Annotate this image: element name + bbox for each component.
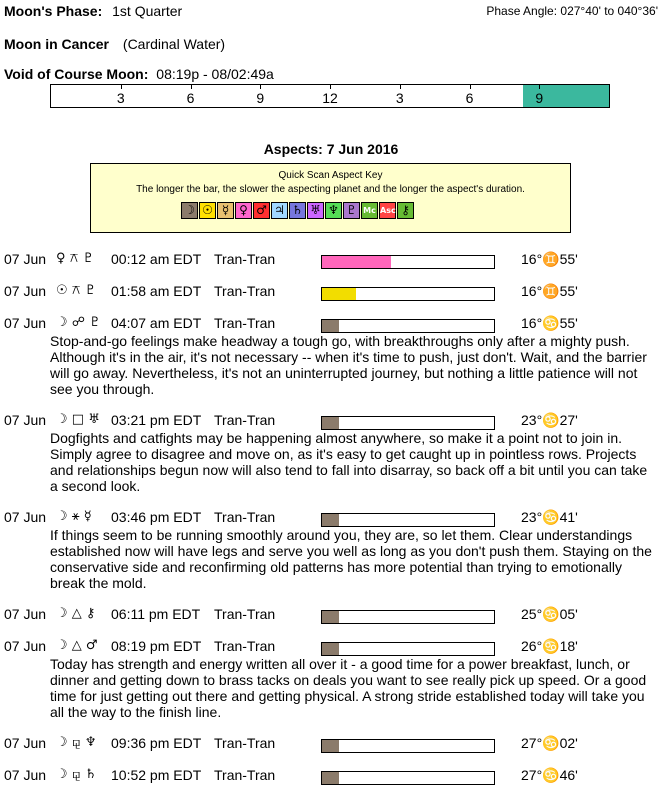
aspect-glyphs: ☽ ⚼ ♆ — [56, 735, 97, 750]
timeline-tick-label: 3 — [395, 90, 404, 106]
aspect-time: 09:36 pm EDT — [111, 735, 202, 751]
aspect-time: 06:11 pm EDT — [111, 606, 201, 622]
aspect-row — [4, 767, 654, 785]
timeline-tick — [330, 85, 331, 89]
aspect-key-title: Quick Scan Aspect Key — [278, 170, 383, 181]
voc-value: 08:19p - 08/02:49a — [156, 66, 274, 82]
aspect-duration-fill — [322, 514, 339, 526]
timeline-tick-label: 12 — [322, 90, 338, 106]
key-swatch: ♃ — [271, 202, 288, 219]
aspect-duration-fill — [322, 772, 339, 784]
aspect-date: 07 Jun — [4, 638, 47, 654]
aspect-position: 16°♊55' — [521, 283, 578, 299]
key-swatch: ☉ — [199, 202, 216, 219]
aspect-date: 07 Jun — [4, 767, 47, 783]
aspect-key-swatches — [181, 202, 415, 219]
aspect-position: 27°♋46' — [521, 767, 578, 783]
voc-timeline — [50, 84, 610, 108]
aspect-duration-fill — [322, 256, 391, 268]
aspect-duration-bar — [321, 610, 495, 624]
aspect-type: Tran-Tran — [214, 315, 276, 331]
timeline-tick-label: 6 — [465, 90, 474, 106]
aspect-row — [4, 606, 654, 624]
aspect-type: Tran-Tran — [214, 283, 276, 299]
timeline-tick — [539, 85, 540, 89]
aspect-duration-bar — [321, 416, 495, 430]
phase-angle: Phase Angle: 027°40' to 040°36' — [486, 4, 658, 18]
aspect-date: 07 Jun — [4, 315, 47, 331]
timeline-tick-label: 9 — [256, 90, 265, 106]
aspect-description: Stop-and-go feelings make headway a tough go, with breakthroughs only after a mighty push. Although it's in the air, it's not necessary -- when it's time to push, just don't. Wait, and the barrier will go away. Nevertheless, it's not an uninterrupted journey, but nothing a little patience will not see you through. — [50, 333, 647, 397]
aspect-time: 08:19 pm EDT — [111, 638, 202, 654]
aspect-glyphs: ♀ ⚻ ♇ — [56, 251, 95, 266]
aspect-glyphs: ☉ ⚻ ♇ — [56, 283, 97, 298]
timeline-tick-label: 3 — [116, 90, 125, 106]
aspect-row — [4, 283, 654, 301]
aspect-type: Tran-Tran — [214, 606, 276, 622]
key-swatch: ☽ — [181, 202, 198, 219]
aspect-duration-fill — [322, 288, 356, 300]
moon-phase-value: 1st Quarter — [112, 3, 183, 19]
key-swatch: ♆ — [325, 202, 342, 219]
timeline-tick — [260, 85, 261, 89]
moon-sign — [4, 36, 225, 52]
aspect-description: If things seem to be running smoothly around you, they are, so let them. Clear understandings established now will have legs and serve you well as long as you don't push them. Staying on the conservative side and reconfirming old patterns has more potential than trying to emotionally break the mold. — [50, 527, 652, 591]
aspect-glyphs: ☽ △ ♂ — [56, 638, 98, 653]
aspect-key — [90, 163, 571, 233]
key-swatch: ⚷ — [397, 202, 414, 219]
key-swatch: ☿ — [217, 202, 234, 219]
moon-sign-label: Moon in Cancer — [4, 36, 110, 52]
aspect-time: 01:58 am EDT — [111, 283, 202, 299]
aspect-type: Tran-Tran — [214, 638, 276, 654]
aspect-position: 23°♋41' — [521, 509, 578, 525]
aspect-time: 04:07 am EDT — [111, 315, 202, 331]
aspect-type: Tran-Tran — [214, 251, 276, 267]
void-of-course — [4, 66, 274, 82]
key-swatch: Mc — [361, 202, 378, 219]
aspect-row — [4, 315, 654, 397]
aspect-duration-bar — [321, 287, 495, 301]
timeline-tick — [400, 85, 401, 89]
aspect-type: Tran-Tran — [214, 767, 276, 783]
aspect-date: 07 Jun — [4, 412, 47, 428]
aspect-glyphs: ☽ ⚹ ☿ — [56, 509, 92, 524]
aspect-key-subtitle: The longer the bar, the slower the aspecting planet and the longer the aspect's duration. — [136, 184, 525, 195]
aspect-glyphs: ☽ △ ⚷ — [56, 606, 96, 621]
key-swatch: ♇ — [343, 202, 360, 219]
aspect-row — [4, 251, 654, 269]
aspect-time: 03:46 pm EDT — [111, 509, 202, 525]
aspects-title: Aspects: 7 Jun 2016 — [263, 141, 399, 157]
aspect-date: 07 Jun — [4, 251, 47, 267]
timeline-tick — [121, 85, 122, 89]
aspect-type: Tran-Tran — [214, 412, 276, 428]
aspect-glyphs: ☽ □ ♅ — [56, 412, 100, 427]
key-swatch: ♄ — [289, 202, 306, 219]
aspect-position: 26°♋18' — [521, 638, 578, 654]
aspect-date: 07 Jun — [4, 735, 47, 751]
aspect-duration-bar — [321, 739, 495, 753]
aspect-duration-fill — [322, 643, 339, 655]
aspect-position: 16°♋55' — [521, 315, 578, 331]
aspect-position: 23°♋27' — [521, 412, 578, 428]
aspect-duration-bar — [321, 642, 495, 656]
aspect-position: 27°♋02' — [521, 735, 578, 751]
timeline-tick — [470, 85, 471, 89]
aspect-glyphs: ☽ ☍ ♇ — [56, 315, 101, 330]
aspect-type: Tran-Tran — [214, 509, 276, 525]
aspect-row — [4, 735, 654, 753]
aspect-time: 00:12 am EDT — [111, 251, 202, 267]
moon-sign-value: (Cardinal Water) — [122, 36, 226, 52]
aspect-time: 03:21 pm EDT — [111, 412, 202, 428]
aspect-date: 07 Jun — [4, 283, 47, 299]
aspect-position: 16°♊55' — [521, 251, 578, 267]
aspect-position: 25°♋05' — [521, 606, 578, 622]
aspect-duration-fill — [322, 417, 339, 429]
moon-phase-label: Moon's Phase: — [4, 3, 103, 19]
aspect-glyphs: ☽ ⚼ ♄ — [56, 767, 97, 782]
aspect-duration-fill — [322, 320, 339, 332]
aspect-row — [4, 412, 654, 494]
timeline-tick — [191, 85, 192, 89]
aspect-duration-bar — [321, 513, 495, 527]
aspect-type: Tran-Tran — [214, 735, 276, 751]
timeline-tick-label: 9 — [535, 90, 544, 106]
voc-label: Void of Course Moon: — [4, 66, 149, 82]
aspect-description: Today has strength and energy written all over it - a good time for a power breakfast, lunch, or dinner and getting down to brass tacks on deals you want to see really pick up speed. Or a good time for just getting out there and getting physical. A strong stride established today will take you all the way to the finish line. — [50, 656, 647, 720]
key-swatch: ♂ — [253, 202, 270, 219]
aspect-row — [4, 638, 654, 720]
aspect-row — [4, 509, 654, 591]
aspect-duration-fill — [322, 740, 339, 752]
moon-phase — [4, 3, 182, 19]
aspect-duration-bar — [321, 319, 495, 333]
timeline-tick-label: 6 — [186, 90, 195, 106]
aspect-duration-bar — [321, 255, 495, 269]
aspect-time: 10:52 pm EDT — [111, 767, 202, 783]
aspect-date: 07 Jun — [4, 509, 47, 525]
key-swatch: ♅ — [307, 202, 324, 219]
key-swatch: ♀ — [235, 202, 252, 219]
aspect-duration-bar — [321, 771, 495, 785]
aspect-duration-fill — [322, 611, 339, 623]
aspect-description: Dogfights and catfights may be happening almost anywhere, so make it a point not to join in. Simply agree to disagree and move on, as it's easy to get caught up in pointless rows. Projects and relationships begun now will also tend to fall into disarray, so back off a bit until you can take a second look. — [50, 430, 648, 494]
aspect-date: 07 Jun — [4, 606, 47, 622]
key-swatch: Asc — [379, 202, 396, 219]
